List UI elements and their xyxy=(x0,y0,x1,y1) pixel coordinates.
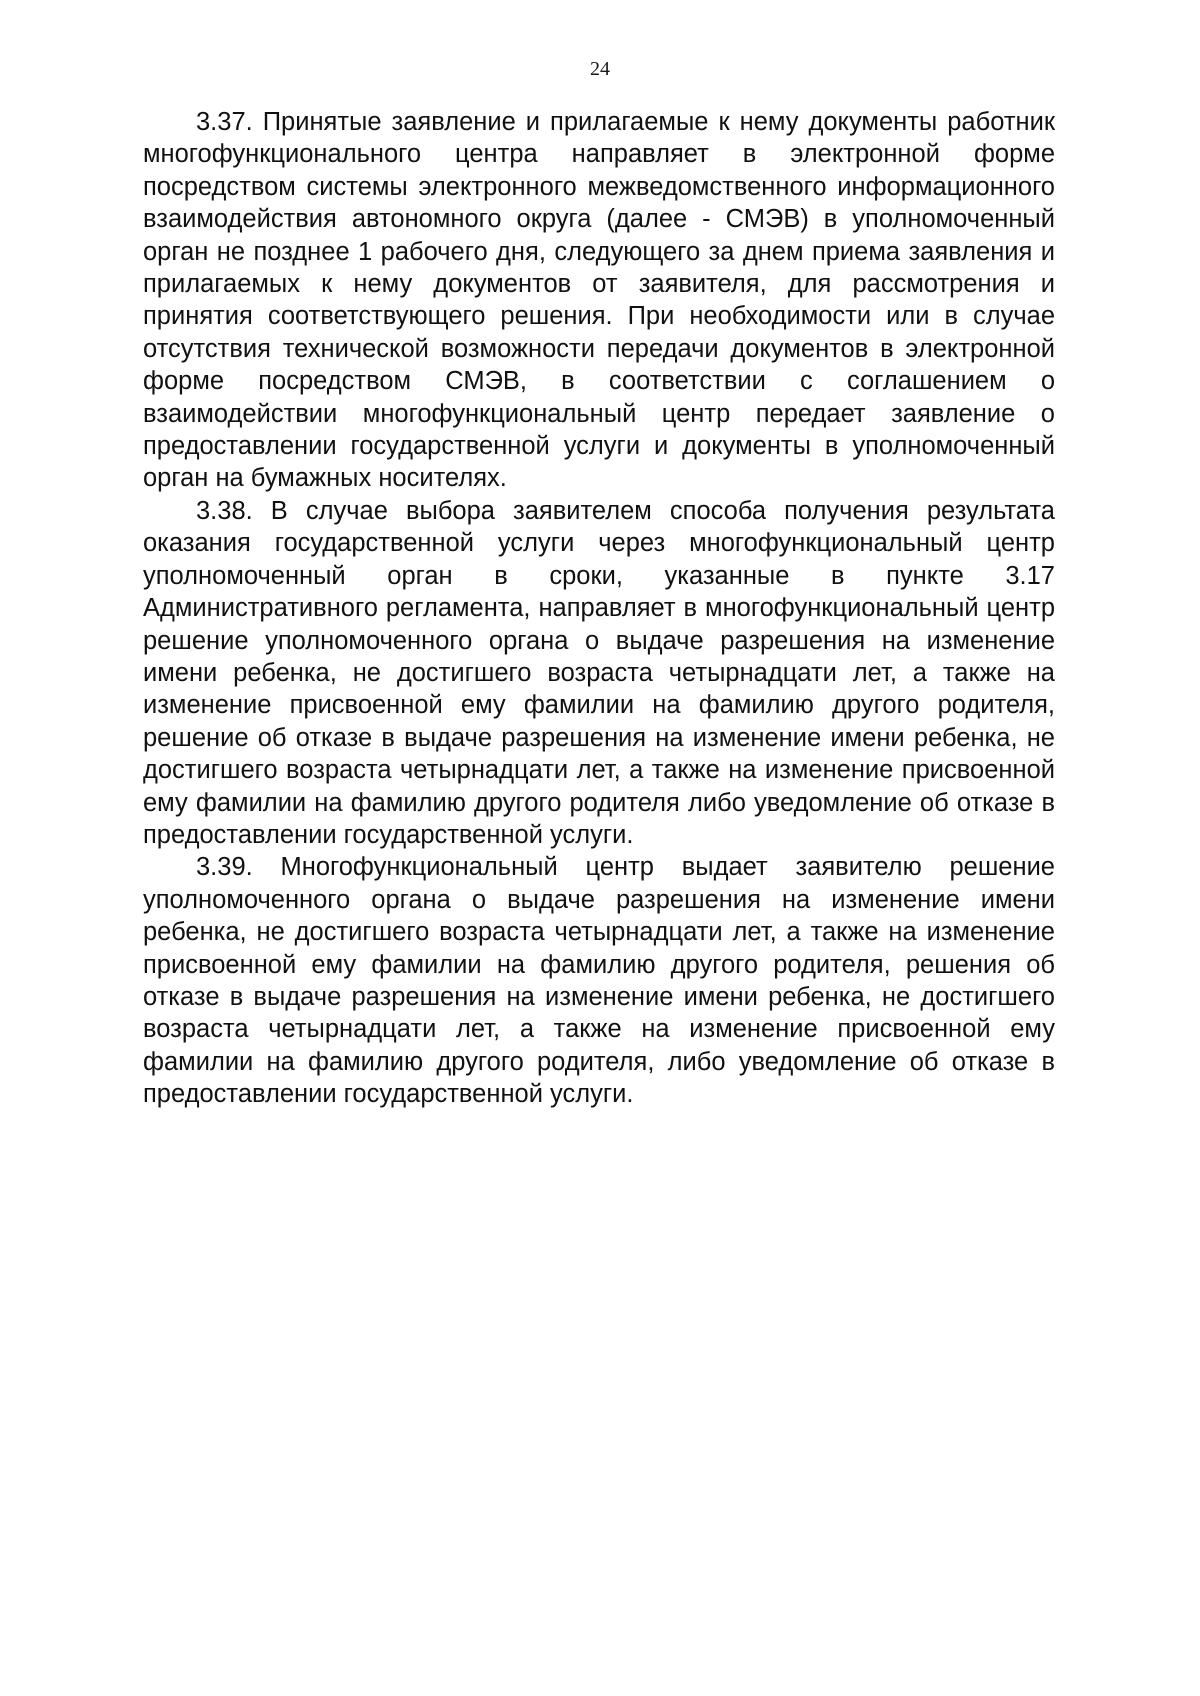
document-body xyxy=(143,106,1055,1111)
paragraph-3-37: 3.37. Принятые заявление и прилагаемые к нему документы работник многофункционального центра направляет в электронной форме посредством системы электронного межведомственного информационного взаимодействия автономного округа (далее - СМЭВ) в уполномоченный орган не позднее 1 рабочего дня, следующего за днем приема заявления и прилагаемых к нему документов от заявителя, для рассмотрения и принятия соответствующего решения. При необходимости или в случае отсутствия технической возможности передачи документов в электронной форме посредством СМЭВ, в соответствии с соглашением о взаимодействии многофункциональный центр передает заявление о предоставлении государственной услуги и документы в уполномоченный орган на бумажных носителях. xyxy=(143,108,1055,493)
paragraph-3-39: 3.39. Многофункциональный центр выдает заявителю решение уполномоченного органа о выдаче разрешения на изменение имени ребенка, не достигшего возраста четырнадцати лет, а также на изменение присвоенной ему фамилии на фамилию другого родителя, решения об отказе в выдаче разрешения на изменение имени ребенка, не достигшего возраста четырнадцати лет, а также на изменение присвоенной ему фамилии на фамилию другого родителя, либо уведомление об отказе в предоставлении государственной услуги. xyxy=(143,853,1055,1109)
paragraph-3-38: 3.38. В случае выбора заявителем способа получения результата оказания государственной услуги через многофункциональный центр уполномоченный орган в сроки, указанные в пункте 3.17 Административного регламента, направляет в многофункциональный центр решение уполномоченного органа о выдаче разрешения на изменение имени ребенка, не достигшего возраста четырнадцати лет, а также на изменение присвоенной ему фамилии на фамилию другого родителя, решение об отказе в выдаче разрешения на изменение имени ребенка, не достигшего возраста четырнадцати лет, а также на изменение присвоенной ему фамилии на фамилию другого родителя либо уведомление об отказе в предоставлении государственной услуги. xyxy=(143,496,1055,849)
page-number: 24 xyxy=(590,58,610,80)
